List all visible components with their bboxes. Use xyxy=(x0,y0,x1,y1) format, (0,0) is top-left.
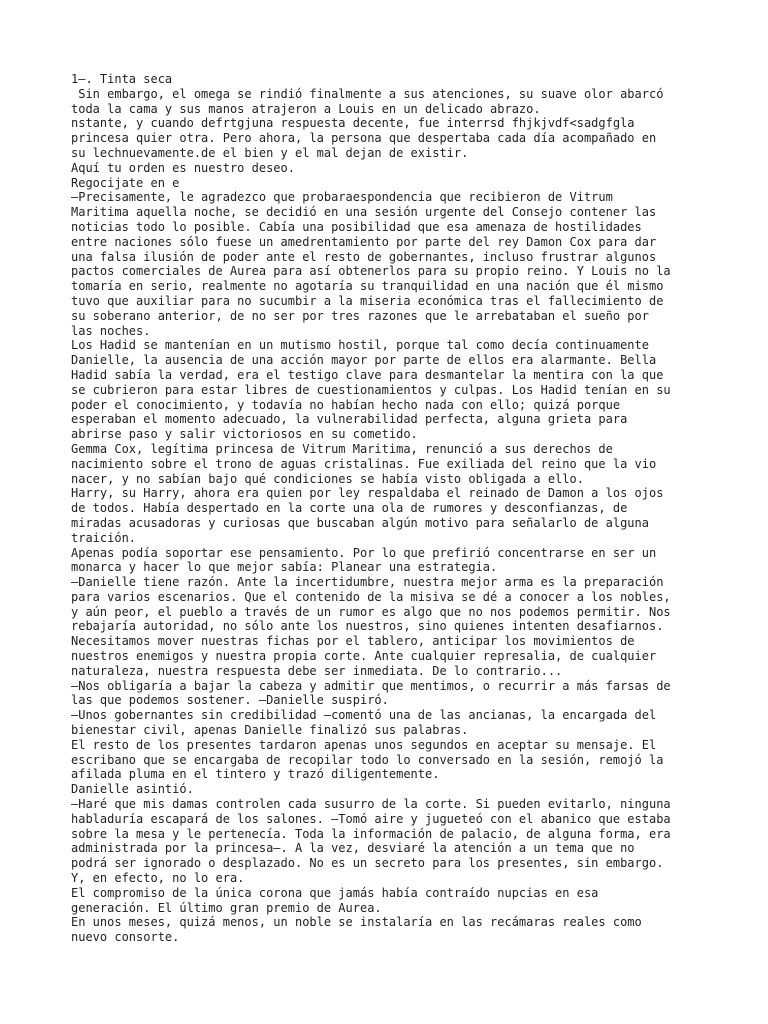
text-line: Sin embargo, el omega se rindió finalmente a sus atenciones, su suave olor abarcó xyxy=(71,86,664,101)
text-line: nuestros enemigos y nuestra propia corte. Ante cualquier represalia, de cualquier xyxy=(71,649,657,664)
text-line: rebajaría autoridad, no sólo ante los nuestros, sino quienes intenten desafiarnos. xyxy=(71,619,664,634)
text-line: —Nos obligaría a bajar la cabeza y admitir que mentimos, o recurrir a más farsas de xyxy=(71,678,671,693)
text-line: Harry, su Harry, ahora era quien por ley respaldaba el reinado de Damon a los ojos xyxy=(71,486,664,501)
text-line: de todos. Había despertado en la corte una ola de rumores y desconfianzas, de xyxy=(71,501,628,516)
text-line: En unos meses, quizá menos, un noble se instalaría en las recámaras reales como xyxy=(71,915,642,930)
text-line: Danielle, la ausencia de una acción mayor por parte de ellos era alarmante. Bella xyxy=(71,353,657,368)
text-line: las que podemos sostener. —Danielle suspiró. xyxy=(71,693,389,708)
text-line: abrirse paso y salir victoriosos en su cometido. xyxy=(71,427,418,442)
text-line: las noches. xyxy=(71,323,151,338)
text-line: poder el conocimiento, y todavía no habían hecho nada con ello; quizá porque xyxy=(71,397,621,412)
text-line: administrada por la princesa—. A la vez, desviaré la atención a un tema que no xyxy=(71,841,635,856)
text-line: Aquí tu orden es nuestro deseo. xyxy=(71,160,295,175)
text-line: nacimiento sobre el trono de aguas cristalinas. Fue exiliada del reino que la vio xyxy=(71,456,657,471)
text-line: tuvo que auxiliar para no sucumbir a la miseria económica tras el fallecimiento de xyxy=(71,293,664,308)
text-line: nstante, y cuando defrtgjuna respuesta decente, fue interrsd fhjkjvdf<sadgfgla xyxy=(71,116,635,131)
text-line: esperaban el momento adecuado, la vulnerabilidad perfecta, alguna grieta para xyxy=(71,412,628,427)
text-line: Regocijate en e xyxy=(71,175,180,190)
text-line: escribano que se encargaba de recopilar todo lo conversado en la sesión, remojó la xyxy=(71,752,664,767)
document-page xyxy=(71,72,701,945)
text-line: afilada pluma en el tintero y trazó diligentemente. xyxy=(71,767,440,782)
text-line: se cubrieron para estar libres de cuestionamientos y culpas. Los Hadid tenían en su xyxy=(71,382,671,397)
text-line: —Danielle tiene razón. Ante la incertidumbre, nuestra mejor arma es la preparación xyxy=(71,575,664,590)
text-line: naturaleza, nuestra respuesta debe ser inmediata. De lo contrario... xyxy=(71,663,563,678)
text-line: Gemma Cox, legítima princesa de Vitrum Maritima, renunció a sus derechos de xyxy=(71,441,613,456)
text-line: una falsa ilusión de poder ante el resto de gobernantes, incluso frustrar algunos xyxy=(71,249,657,264)
text-line: —Haré que mis damas controlen cada susurro de la corte. Si pueden evitarlo, ninguna xyxy=(71,797,671,812)
text-line: El compromiso de la única corona que jamás había contraído nupcias en esa xyxy=(71,885,599,900)
text-line: generación. El último gran premio de Aurea. xyxy=(71,900,382,915)
text-line: traición. xyxy=(71,530,137,545)
text-line: Hadid sabía la verdad, era el testigo clave para desmantelar la mentira con la que xyxy=(71,367,664,382)
text-line: nacer, y no sabían bajo qué condiciones se había visto obligada a ello. xyxy=(71,471,584,486)
text-line: entre naciones sólo fuese un amedrentamiento por parte del rey Damon Cox para dar xyxy=(71,234,657,249)
text-line: El resto de los presentes tardaron apenas unos segundos en aceptar su mensaje. El xyxy=(71,737,657,752)
text-line: monarca y hacer lo que mejor sabía: Planear una estrategia. xyxy=(71,560,498,575)
text-line: para varios escenarios. Que el contenido de la misiva se dé a conocer a los nobles, xyxy=(71,589,671,604)
text-line: podrá ser ignorado o desplazado. No es un secreto para los presentes, sin embargo. xyxy=(71,856,664,871)
text-line: su soberano anterior, de no ser por tres razones que le arrebataban el sueño por xyxy=(71,308,649,323)
text-line: noticias todo lo posible. Cabía una posibilidad que esa amenaza de hostilidades xyxy=(71,219,642,234)
text-line: Danielle asintió. xyxy=(71,782,194,797)
text-line: sobre la mesa y le pertenecía. Toda la información de palacio, de alguna forma, era xyxy=(71,826,671,841)
text-line: princesa quier otra. Pero ahora, la persona que despertaba cada día acompañado en xyxy=(71,131,657,146)
text-line: 1—. Tinta seca xyxy=(71,72,173,86)
text-line: su lechnuevamente.de el bien y el mal dejan de existir. xyxy=(71,145,469,160)
text-line: bienestar civil, apenas Danielle finalizó sus palabras. xyxy=(71,723,469,738)
text-line: Maritima aquella noche, se decidió en una sesión urgente del Consejo contener las xyxy=(71,205,657,220)
text-line: pactos comerciales de Aurea para así obtenerlos para su propio reino. Y Louis no la xyxy=(71,264,671,279)
text-line: Los Hadid se mantenían en un mutismo hostil, porque tal como decía continuamente xyxy=(71,338,649,353)
text-line: nuevo consorte. xyxy=(71,930,180,945)
text-line: —Unos gobernantes sin credibilidad —comentó una de las ancianas, la encargada del xyxy=(71,708,657,723)
text-line: habladuría escapará de los salones. —Tomó aire y jugueteó con el abanico que estaba xyxy=(71,811,671,826)
text-line: y aún peor, el pueblo a través de un rumor es algo que no nos podemos permitir. Nos xyxy=(71,604,671,619)
text-line: Necesitamos mover nuestras fichas por el tablero, anticipar los movimientos de xyxy=(71,634,635,649)
text-line: toda la cama y sus manos atrajeron a Louis en un delicado abrazo. xyxy=(71,101,541,116)
text-line: miradas acusadoras y curiosas que buscaban algún motivo para señalarlo de alguna xyxy=(71,515,649,530)
text-line: Y, en efecto, no lo era. xyxy=(71,871,245,886)
text-line: tomaría en serio, realmente no agotaría su tranquilidad en una nación que él mismo xyxy=(71,279,664,294)
text-line: —Precisamente, le agradezco que probaraespondencia que recibieron de Vitrum xyxy=(71,190,613,205)
text-line: Apenas podía soportar ese pensamiento. Por lo que prefirió concentrarse en ser un xyxy=(71,545,657,560)
